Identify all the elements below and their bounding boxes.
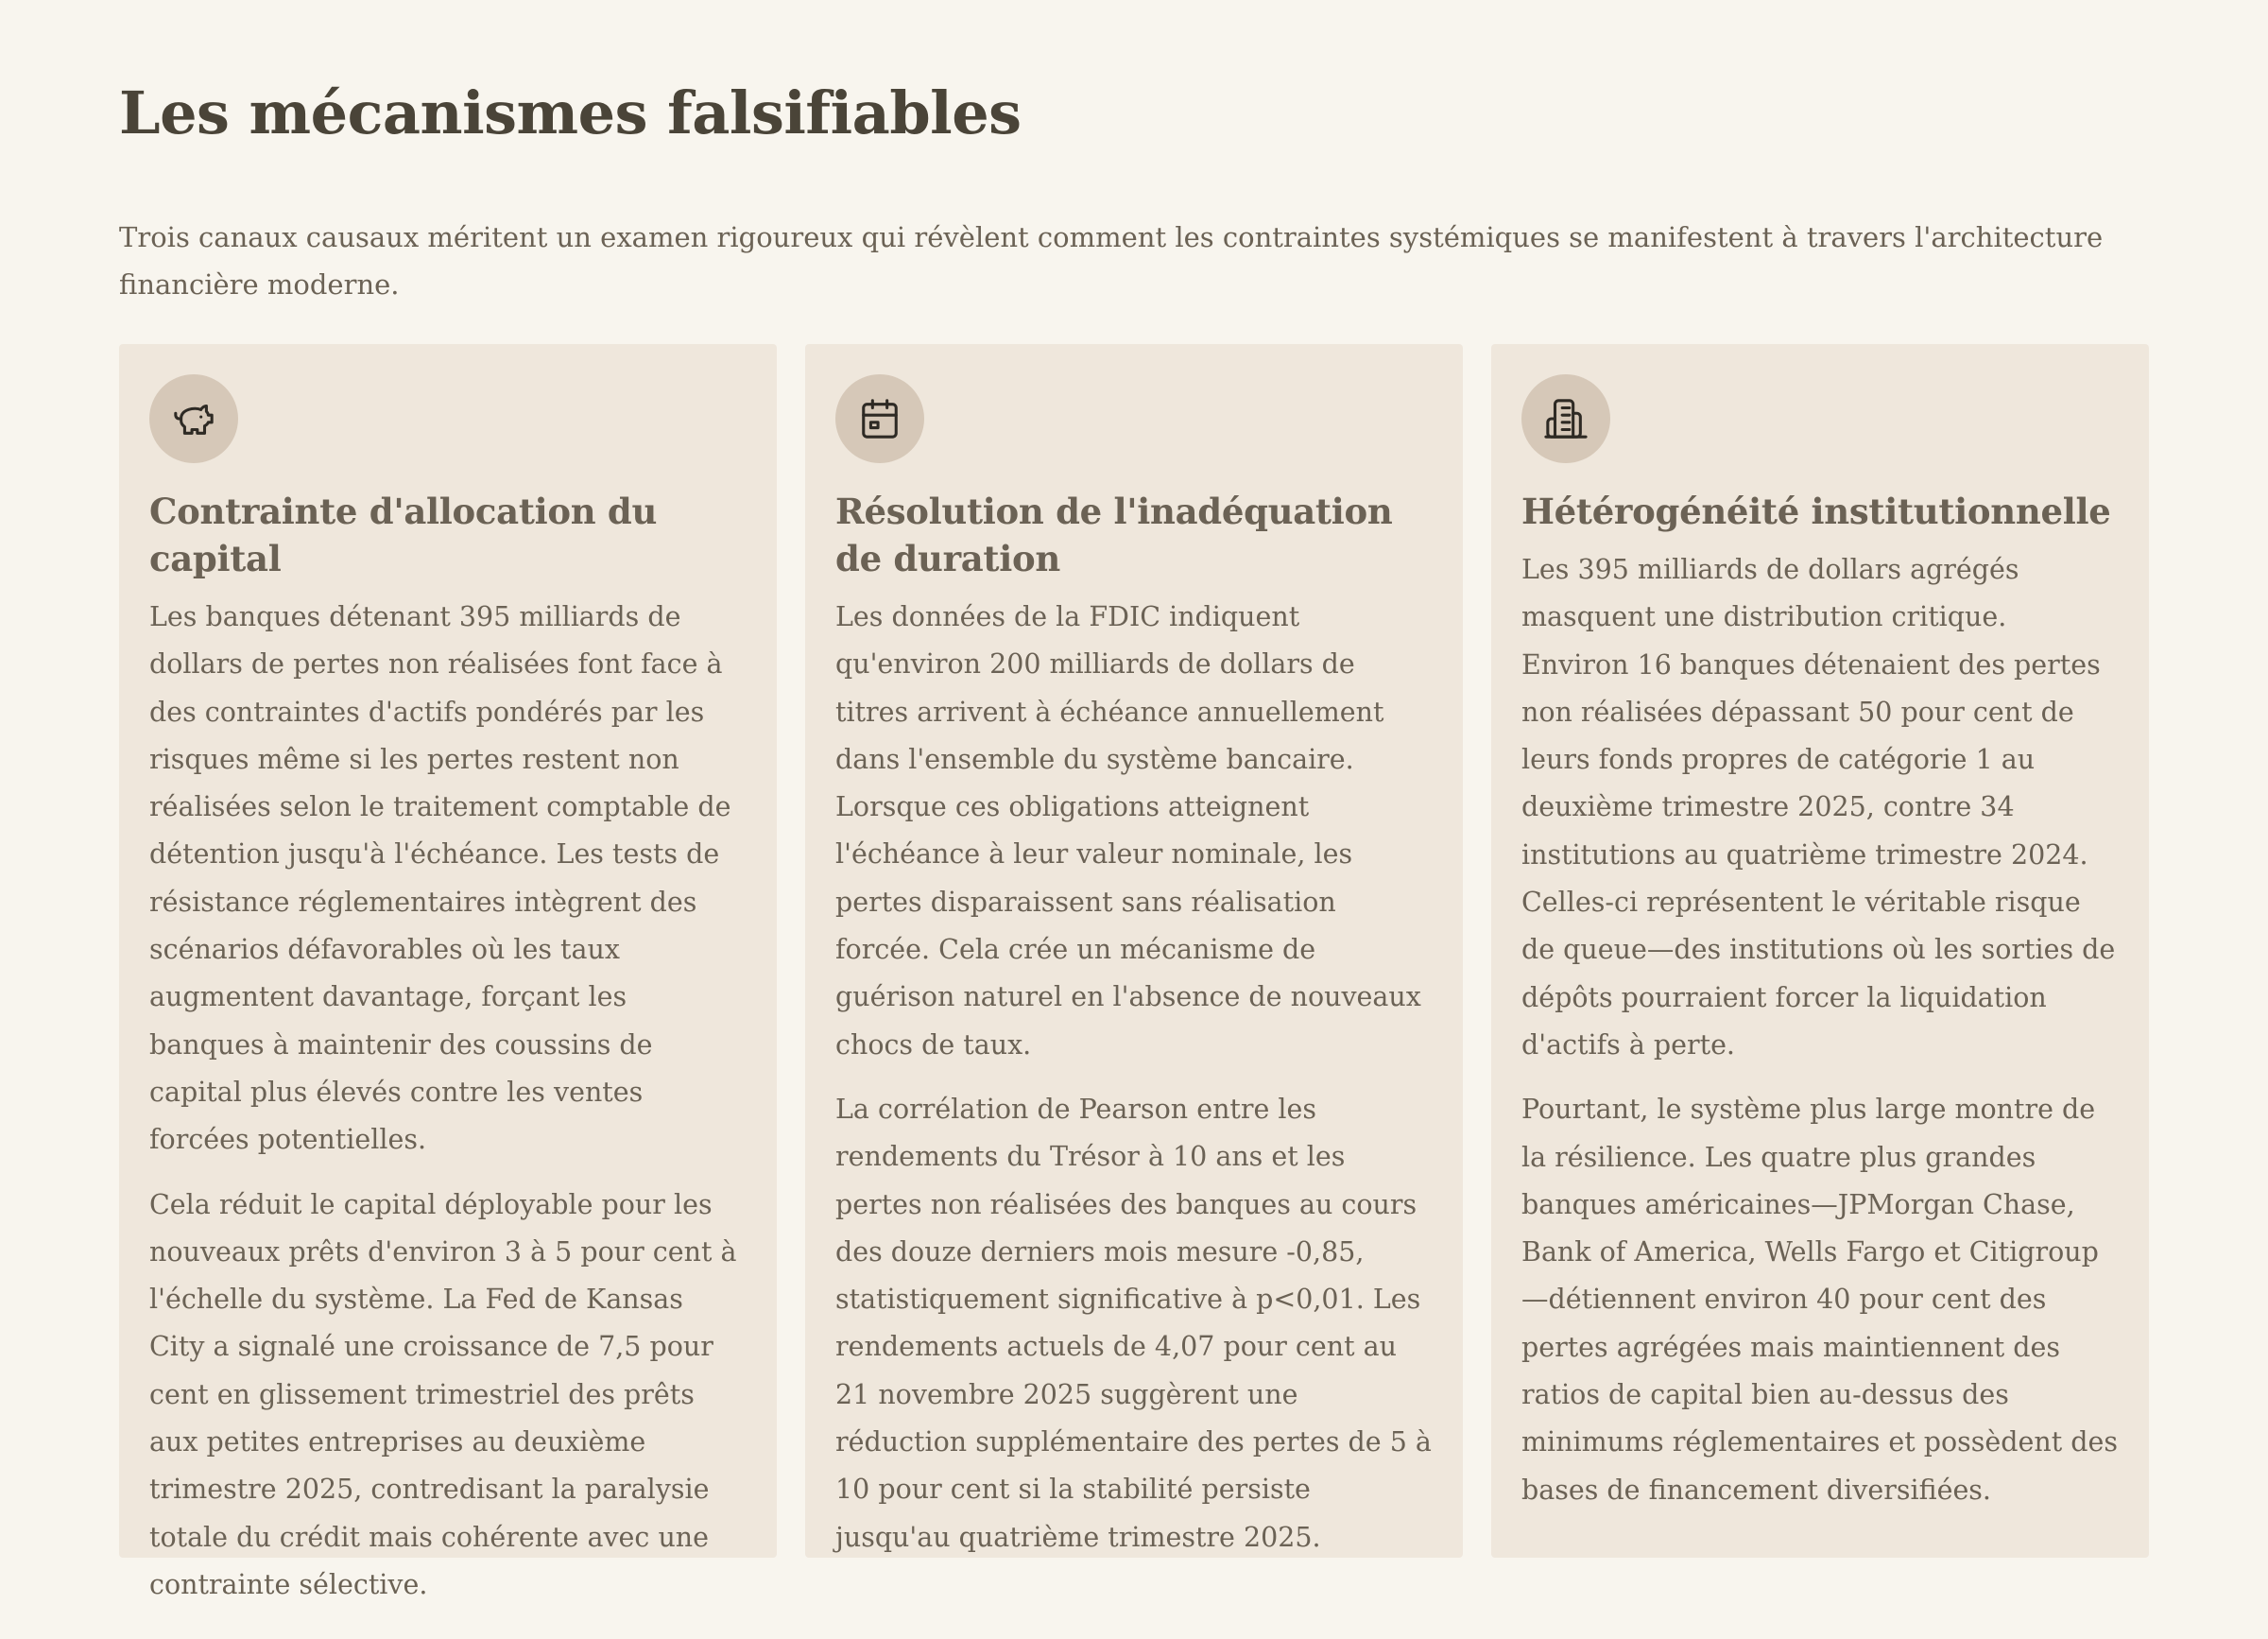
building-icon	[1544, 397, 1588, 440]
page-title: Les mécanismes falsifiables	[119, 78, 1022, 147]
mechanism-cards	[119, 344, 2151, 1600]
card-title: Résolution de l'inadéquation de duration	[835, 491, 1393, 579]
calendar-icon	[858, 397, 902, 440]
card-duration-mismatch	[805, 344, 1463, 1558]
card-paragraph: Cela réduit le capital déployable pour les nouveaux prêts d'environ 3 à 5 pour cent à l'échelle du système. La Fed de Kansas City a signalé une croissance de 7,5 pour cent en glissement trimestriel des prêts aux petites entreprises au deuxième trimestre 2025, contredisant la paralysie totale du crédit mais cohérente avec une contrainte sélective.	[149, 1188, 737, 1600]
card-title: Hétérogénéité institutionnelle	[1521, 491, 2111, 532]
card-icon-badge	[835, 374, 924, 463]
card-title: Contrainte d'allocation du capital	[149, 491, 658, 579]
card-paragraph: Les 395 milliards de dollars agrégés masquent une distribution critique. Environ 16 banques détenaient des pertes non réalisées dépassant 50 pour cent de leurs fonds propres de catégorie 1 au deuxième trimestre 2025, contre 34 institutions au quatrième trimestre 2024. Celles-ci représentent le véritable risque de queue—des institutions où les sorties de dépôts pourraient forcer la liquidation d'actifs à perte.	[1521, 554, 2116, 1061]
card-paragraph: Les banques détenant 395 milliards de dollars de pertes non réalisées font face à des contraintes d'actifs pondérés par les risques même si les pertes restent non réalisées selon le traitement comptable de détention jusqu'à l'échéance. Les tests de résistance réglementaires intègrent des scénarios défavorables où les taux augmentent davantage, forçant les banques à maintenir des coussins de capital plus élevés contre les ventes forcées potentielles.	[149, 601, 731, 1156]
card-paragraph: La corrélation de Pearson entre les rendements du Trésor à 10 ans et les pertes non réalisées des banques au cours des douze derniers mois mesure -0,85, statistiquement significative à p<0,01. Les rendements actuels de 4,07 pour cent au 21 novembre 2025 suggèrent une réduction supplémentaire des pertes de 5 à 10 pour cent si la stabilité persiste jusqu'au quatrième trimestre 2025.	[835, 1093, 1432, 1553]
card-paragraph: Pourtant, le système plus large montre de la résilience. Les quatre plus grandes banques américaines—JPMorgan Chase, Bank of America, Wells Fargo et Citigroup—détiennent environ 40 pour cent des pertes agrégées mais maintiennent des ratios de capital bien au-dessus des minimums réglementaires et possèdent des bases de financement diversifiées.	[1521, 1094, 2119, 1506]
card-institutional-heterogeneity	[1491, 344, 2149, 1558]
piggy-bank-icon	[172, 397, 215, 440]
card-icon-badge	[1521, 374, 1610, 463]
card-capital-allocation	[119, 344, 777, 1600]
intro-paragraph: Trois canaux causaux méritent un examen rigoureux qui révèlent comment les contraintes systémiques se manifestent à travers l'architecture financière moderne.	[119, 221, 2104, 301]
card-icon-badge	[149, 374, 238, 463]
card-paragraph: Les données de la FDIC indiquent qu'environ 200 milliards de dollars de titres arrivent à échéance annuellement dans l'ensemble du système bancaire. Lorsque ces obligations atteignent l'échéance à leur valeur nominale, les pertes disparaissent sans réalisation forcée. Cela crée un mécanisme de guérison naturel en l'absence de nouveaux chocs de taux.	[835, 601, 1421, 1061]
